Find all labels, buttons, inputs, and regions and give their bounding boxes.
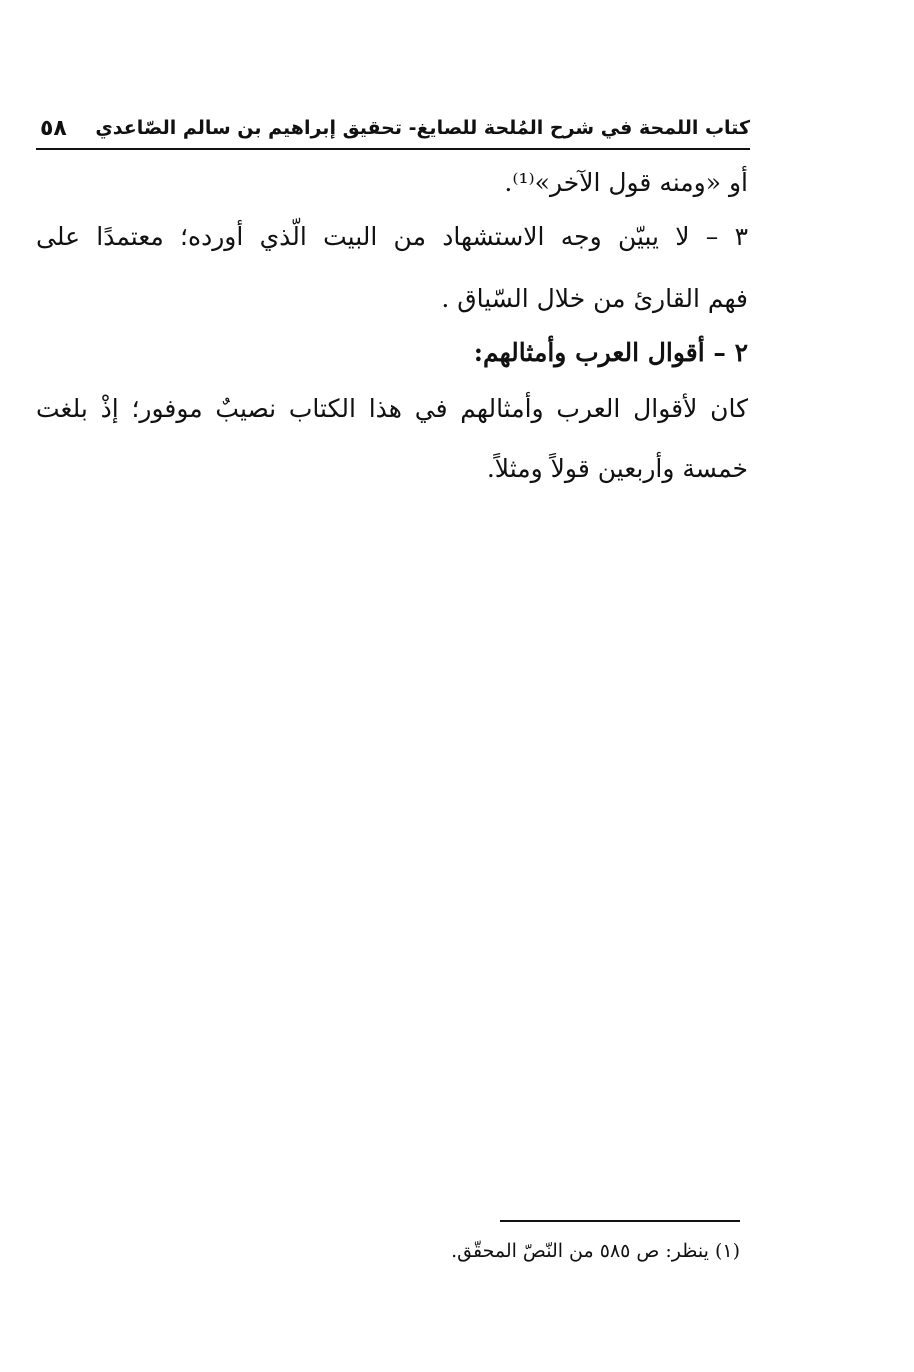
body-line-3: فهم القارئ من خلال السّياق .	[441, 284, 748, 313]
body-line-6: خمسة وأربعين قولاً ومثلاً.	[486, 454, 748, 483]
running-header-title: كتاب اللمحة في شرح المُلحة للصايغ- تحقيق إبراهيم بن سالم الصّاعدي	[95, 117, 750, 139]
section-heading: ٢ – أقوال العرب وأمثالهم:	[473, 338, 748, 367]
body-line-1: أو «ومنه قول الآخر»⁽¹⁾.	[504, 168, 748, 197]
body-line-5: كان لأقوال العرب وأمثالهم في هذا الكتاب نصيبٌ موفور؛ إذْ بلغت	[36, 394, 748, 423]
body-line-2: ٣ – لا يبيّن وجه الاستشهاد من البيت الّذي أورده؛ معتمدًا على	[36, 222, 748, 251]
page-number: ٥٨	[40, 115, 67, 141]
running-header	[36, 108, 750, 150]
footnote-divider	[500, 1220, 740, 1222]
footnote: (١) ينظر: ص ٥٨٥ من النّصّ المحقّق.	[451, 1240, 740, 1262]
